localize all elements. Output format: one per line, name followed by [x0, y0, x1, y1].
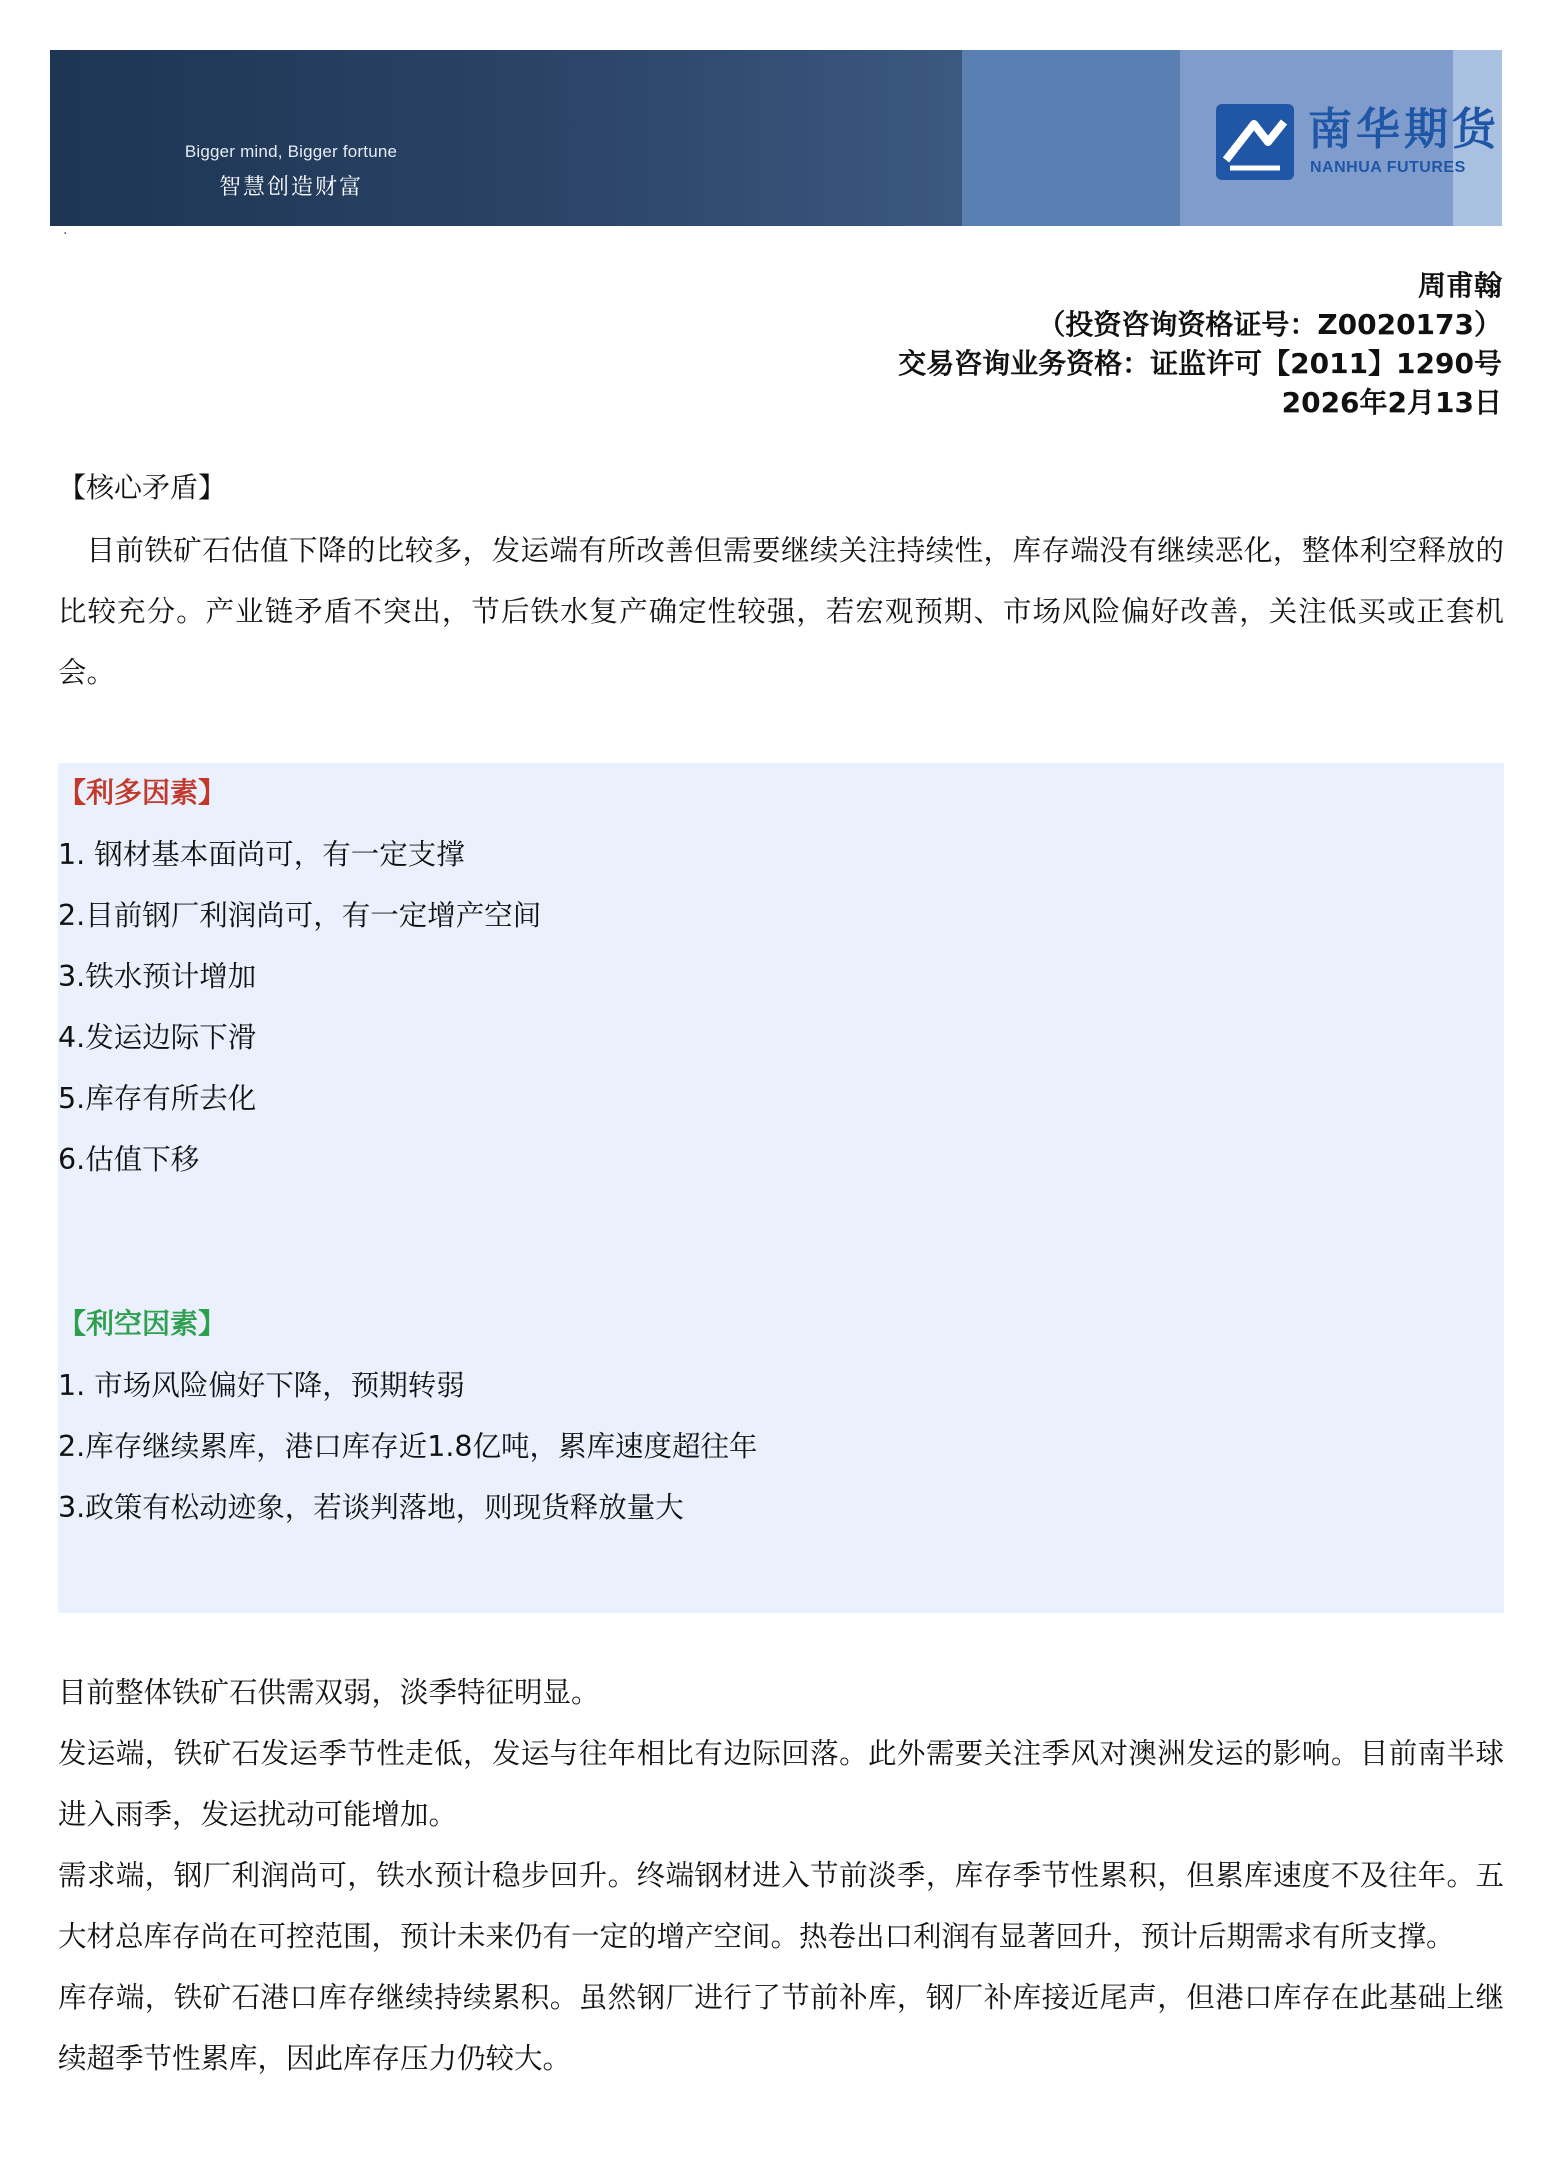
- bullish-list: [58, 824, 541, 1190]
- slogan-english: Bigger mind, Bigger fortune: [184, 142, 398, 161]
- author-name: 周甫翰: [1417, 269, 1502, 302]
- list-item: 4.发运边际下滑: [58, 1021, 257, 1054]
- logo-futures-text: FUTURES: [1386, 159, 1466, 176]
- analysis-section: [58, 1662, 1504, 2089]
- list-item: 5.库存有所去化: [58, 1082, 257, 1115]
- analysis-inventory: 库存端，铁矿石港口库存继续持续累积。虽然钢厂进行了节前补库，钢厂补库接近尾声，但港口库存在此基础上继续超季节性累库，因此库存压力仍较大。: [58, 1981, 1504, 2075]
- author-license: 交易咨询业务资格：证监许可【2011】1290号: [898, 347, 1502, 380]
- list-item: 3.政策有松动迹象，若谈判落地，则现货释放量大: [58, 1491, 684, 1524]
- nanhua-logo-icon: [1216, 104, 1294, 180]
- author-block: [898, 266, 1502, 422]
- slogan-chinese: 智慧创造财富: [218, 175, 363, 200]
- core-paragraph: 目前铁矿石估值下降的比较多，发运端有所改善但需要继续关注持续性，库存端没有继续恶化，整体利空释放的比较充分。产业链矛盾不突出，节后铁水复产确定性较强，若宏观预期、市场风险偏好改善，关注低买或正套机会。: [58, 534, 1504, 689]
- header-banner: [50, 50, 1502, 226]
- banner-panel: [962, 50, 1180, 226]
- logo-wordmark-chinese: 南华期货: [1308, 104, 1500, 155]
- analysis-supply: 发运端，铁矿石发运季节性走低，发运与往年相比有边际回落。此外需要关注季风对澳洲发运的影响。目前南半球进入雨季，发运扰动可能增加。: [58, 1737, 1504, 1831]
- list-item: 3.铁水预计增加: [58, 960, 257, 993]
- analysis-summary: 目前整体铁矿石供需双弱，淡季特征明显。: [58, 1676, 600, 1709]
- report-date: 2026年2月13日: [1281, 386, 1502, 419]
- analysis-demand: 需求端，钢厂利润尚可，铁水预计稳步回升。终端钢材进入节前淡季，库存季节性累积，但累库速度不及往年。五大材总库存尚在可控范围，预计未来仍有一定的增产空间。热卷出口利润有显著回升，预计后期需求有所支撑。: [58, 1859, 1504, 1953]
- core-title: 【核心矛盾】: [58, 471, 227, 504]
- author-cert: （投资咨询资格证号：Z0020173）: [1037, 308, 1502, 341]
- list-item: 1. 钢材基本面尚可，有一定支撑: [58, 838, 465, 871]
- list-item: 2.库存继续累库，港口库存近1.8亿吨，累库速度超往年: [58, 1430, 758, 1463]
- bearish-title: 【利空因素】: [58, 1307, 227, 1340]
- list-item: 6.估值下移: [58, 1143, 200, 1176]
- bearish-list: [58, 1355, 758, 1538]
- logo-nanhua-text: NANHUA: [1310, 159, 1382, 176]
- list-item: 2.目前钢厂利润尚可，有一定增产空间: [58, 899, 542, 932]
- logo-wordmark-english: [1310, 160, 1466, 176]
- list-item: 1. 市场风险偏好下降，预期转弱: [58, 1369, 465, 1402]
- dot-marker: ·: [63, 226, 68, 242]
- bullish-title: 【利多因素】: [58, 776, 227, 809]
